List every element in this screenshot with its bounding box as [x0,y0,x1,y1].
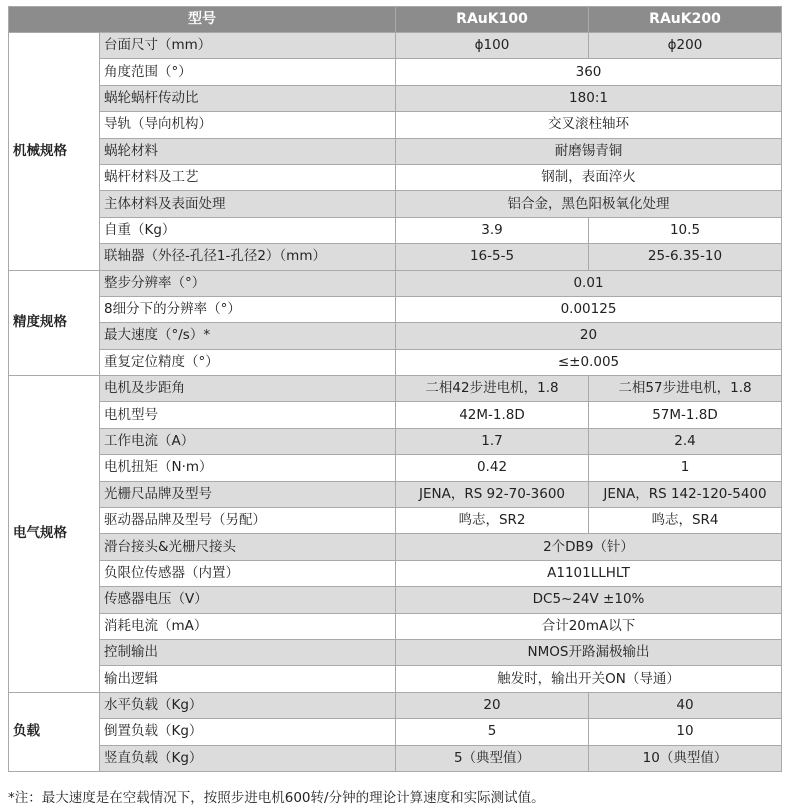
table-row [9,164,782,190]
parameter-cell: 蜗轮材料 [100,138,396,164]
table-row [9,349,782,375]
value-cell: 5（典型值） [396,745,589,771]
table-row [9,534,782,560]
value-cell: ϕ200 [589,33,782,59]
value-cell: 钢制，表面淬火 [396,164,782,190]
parameter-cell: 倒置负载（Kg） [100,719,396,745]
table-row [9,587,782,613]
value-cell: 1.7 [396,428,589,454]
value-cell: 2个DB9（针） [396,534,782,560]
parameter-cell: 工作电流（A） [100,428,396,454]
value-cell: 触发时，输出开关ON（导通） [396,666,782,692]
table-row [9,85,782,111]
parameter-cell: 传感器电压（V） [100,587,396,613]
value-cell: 16-5-5 [396,244,589,270]
parameter-cell: 消耗电流（mA） [100,613,396,639]
value-cell: 二相42步进电机，1.8 [396,376,589,402]
category-cell: 负载 [9,692,100,771]
value-cell: 40 [589,692,782,718]
parameter-cell: 水平负载（Kg） [100,692,396,718]
parameter-cell: 最大速度（°/s）* [100,323,396,349]
value-cell: 0.00125 [396,296,782,322]
value-cell: 57M-1.8D [589,402,782,428]
value-cell: 鸣志，SR4 [589,508,782,534]
table-row [9,191,782,217]
table-row [9,59,782,85]
table-row [9,33,782,59]
value-cell: 180:1 [396,85,782,111]
category-cell: 电气规格 [9,376,100,693]
value-cell: 10.5 [589,217,782,243]
parameter-cell: 蜗杆材料及工艺 [100,164,396,190]
value-cell: 20 [396,692,589,718]
table-row [9,402,782,428]
value-cell: DC5~24V ±10% [396,587,782,613]
table-row [9,613,782,639]
spec-table-body [9,33,782,772]
parameter-cell: 负限位传感器（内置） [100,560,396,586]
value-cell: A1101LLHLT [396,560,782,586]
spec-table-container [8,6,781,772]
value-cell: 20 [396,323,782,349]
table-row [9,639,782,665]
header-row [9,7,782,33]
category-cell: 精度规格 [9,270,100,376]
parameter-cell: 8细分下的分辨率（°） [100,296,396,322]
table-row [9,692,782,718]
value-cell: 0.42 [396,455,589,481]
value-cell: 42M-1.8D [396,402,589,428]
value-cell: 耐磨锡青铜 [396,138,782,164]
parameter-cell: 导轨（导向机构） [100,112,396,138]
parameter-cell: 电机型号 [100,402,396,428]
table-row [9,244,782,270]
parameter-cell: 滑台接头&光栅尺接头 [100,534,396,560]
table-row [9,217,782,243]
table-row [9,719,782,745]
value-cell: ≤±0.005 [396,349,782,375]
table-row [9,296,782,322]
value-cell: 10（典型值） [589,745,782,771]
header-model-label: 型号 [9,7,396,33]
value-cell: 10 [589,719,782,745]
parameter-cell: 台面尺寸（mm） [100,33,396,59]
parameter-cell: 整步分辨率（°） [100,270,396,296]
category-cell: 机械规格 [9,33,100,271]
table-row [9,508,782,534]
table-row [9,745,782,771]
table-row [9,428,782,454]
parameter-cell: 角度范围（°） [100,59,396,85]
table-row [9,481,782,507]
footnote: *注：最大速度是在空载情况下，按照步进电机600转/分钟的理论计算速度和实际测试值。 [8,790,545,806]
parameter-cell: 竖直负载（Kg） [100,745,396,771]
value-cell: 3.9 [396,217,589,243]
table-row [9,376,782,402]
table-row [9,455,782,481]
parameter-cell: 电机及步距角 [100,376,396,402]
parameter-cell: 驱动器品牌及型号（另配） [100,508,396,534]
parameter-cell: 电机扭矩（N·m） [100,455,396,481]
table-row [9,560,782,586]
value-cell: 二相57步进电机，1.8 [589,376,782,402]
value-cell: 交叉滚柱轴环 [396,112,782,138]
table-row [9,112,782,138]
value-cell: 5 [396,719,589,745]
parameter-cell: 自重（Kg） [100,217,396,243]
parameter-cell: 重复定位精度（°） [100,349,396,375]
value-cell: 360 [396,59,782,85]
parameter-cell: 光栅尺品牌及型号 [100,481,396,507]
value-cell: 铝合金，黑色阳极氧化处理 [396,191,782,217]
value-cell: 合计20mA以下 [396,613,782,639]
value-cell: 0.01 [396,270,782,296]
value-cell: JENA，RS 142-120-5400 [589,481,782,507]
header-model-1: RAuK100 [396,7,589,33]
table-row [9,270,782,296]
table-row [9,138,782,164]
value-cell: 25-6.35-10 [589,244,782,270]
value-cell: 鸣志，SR2 [396,508,589,534]
value-cell: 2.4 [589,428,782,454]
parameter-cell: 联轴器（外径-孔径1-孔径2）（mm） [100,244,396,270]
value-cell: 1 [589,455,782,481]
value-cell: JENA，RS 92-70-3600 [396,481,589,507]
table-row [9,666,782,692]
value-cell: NMOS开路漏极输出 [396,639,782,665]
header-model-2: RAuK200 [589,7,782,33]
parameter-cell: 输出逻辑 [100,666,396,692]
table-row [9,323,782,349]
parameter-cell: 主体材料及表面处理 [100,191,396,217]
value-cell: ϕ100 [396,33,589,59]
parameter-cell: 控制输出 [100,639,396,665]
spec-table [8,6,782,772]
parameter-cell: 蜗轮蜗杆传动比 [100,85,396,111]
